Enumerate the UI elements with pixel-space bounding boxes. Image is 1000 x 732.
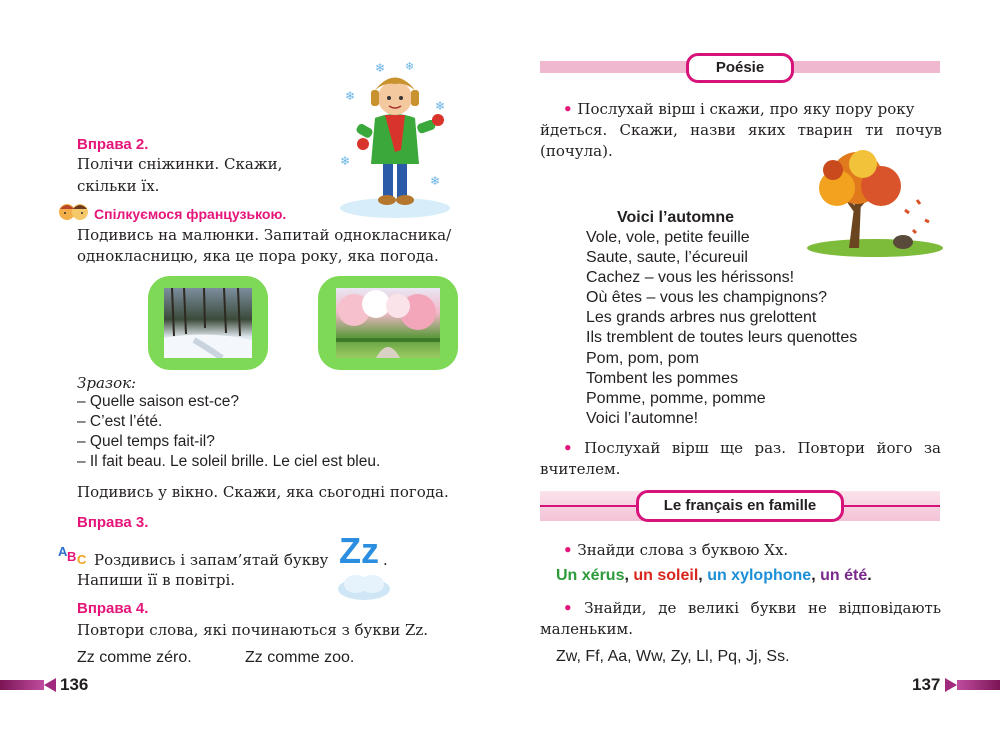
letter-pairs: Zw, Ff, Aa, Ww, Zy, Ll, Pq, Jj, Ss. [556, 648, 790, 665]
x-words-line: Un xérus, un soleil, un xylophone, un été. [556, 567, 872, 584]
spring-photo [318, 276, 458, 370]
poem-title: Voici l’automne [617, 209, 735, 226]
exercise-3-text-line2: Напиши її в повітрі. [77, 571, 236, 589]
page-number-left: 136 [60, 675, 89, 694]
svg-text:C: C [77, 552, 87, 566]
poem-line: Pom, pom, pom [586, 350, 699, 367]
poem-line: Voici l’automne! [586, 410, 699, 427]
right-footer-bar [957, 680, 1000, 690]
word-xerus: Un xérus [556, 567, 625, 584]
exercise-2-title: Вправа 2. [77, 136, 149, 153]
svg-text:❄: ❄ [435, 99, 446, 113]
exercise-4-text: Повтори слова, які починаються з букви Zz. [77, 621, 429, 639]
page-number-right: 137 [912, 675, 941, 694]
poem-line: Vole, vole, petite feuille [586, 229, 750, 246]
word-zoo: Zz comme zoo. [245, 649, 355, 666]
word-ete: un été [820, 567, 868, 584]
speaking-faces-icon [58, 203, 90, 221]
letter-zz-period: . [383, 551, 388, 569]
poesie-label: Poésie [686, 53, 794, 83]
left-page-arrow-icon [44, 678, 56, 692]
word-soleil: un soleil [633, 567, 699, 584]
repeat-instruction-line2: вчителем. [540, 460, 621, 478]
poem-instruction-line2: йдеться. Скажи, назви яких тварин ти почув [540, 121, 942, 139]
svg-text:❄: ❄ [345, 89, 356, 103]
autumn-tree-illustration [805, 150, 945, 260]
left-footer-bar [0, 680, 44, 690]
speak-french-title: Спілкуємося французькою. [94, 206, 287, 222]
find-caps-line2: маленьким. [540, 620, 633, 638]
svg-text:❄: ❄ [430, 174, 441, 188]
famille-label: Le français en famille [636, 490, 844, 522]
poem-line: Saute, saute, l’écureuil [586, 249, 748, 266]
svg-text:❄: ❄ [340, 154, 351, 168]
poem-line: Où êtes – vous les champignons? [586, 289, 828, 306]
poem-instruction-line1: • Послухай вірш і скажи, про яку пору року [563, 100, 915, 118]
dialogue-line-4: – Il fait beau. Le soleil brille. Le ciel est bleu. [77, 453, 381, 470]
svg-text:B: B [67, 549, 77, 564]
exercise-2-text-line1: Полічи сніжинки. Скажи, [77, 155, 283, 173]
word-xylophone: un xylophone [707, 567, 812, 584]
svg-text:❄: ❄ [405, 60, 415, 73]
exercise-2-text-line2: скільки їх. [77, 177, 160, 195]
exercise-3-text-line1: Роздивись і запам’ятай букву [94, 551, 329, 569]
poem-instruction-line3: (почула). [540, 142, 613, 160]
word-zero: Zz comme zéro. [77, 649, 192, 666]
repeat-instruction-line1: • Послухай вірш ще раз. Повтори його за [563, 439, 941, 457]
svg-text:A: A [58, 544, 68, 559]
abc-icon [58, 542, 90, 566]
dialogue-line-3: – Quel temps fait-il? [77, 433, 215, 450]
right-page-arrow-icon [945, 678, 957, 692]
exercise-3-title: Вправа 3. [77, 514, 149, 531]
svg-text:❄: ❄ [375, 61, 386, 75]
exercise-4-title: Вправа 4. [77, 600, 149, 617]
winter-boy-illustration [335, 60, 455, 220]
look-window-text: Подивись у вікно. Скажи, яка сьогодні погода. [77, 483, 449, 501]
winter-photo [148, 276, 268, 370]
dialogue-line-1: – Quelle saison est-ce? [77, 393, 239, 410]
cloud-icon [336, 572, 392, 602]
poem-line: Cachez – vous les hérissons! [586, 269, 795, 286]
model-label: Зразок: [77, 374, 137, 392]
find-xx-instruction: • Знайди слова з буквою Хх. [563, 541, 789, 559]
poem-line: Pomme, pomme, pomme [586, 390, 766, 407]
poem-line: Tombent les pommes [586, 370, 739, 387]
find-caps-line1: • Знайди, де великі букви не відповідають [563, 599, 941, 617]
dialogue-line-2: – C’est l’été. [77, 413, 163, 430]
speak-instruction-line2: однокласницю, яка це пора року, яка погода. [77, 247, 439, 265]
speak-instruction-line1: Подивись на малюнки. Запитай однокласника/ [77, 226, 452, 244]
poem-line: Les grands arbres nus grelottent [586, 309, 817, 326]
letter-zz: Zz [339, 530, 379, 571]
poem-line: Ils tremblent de toutes leurs quenottes [586, 329, 858, 346]
